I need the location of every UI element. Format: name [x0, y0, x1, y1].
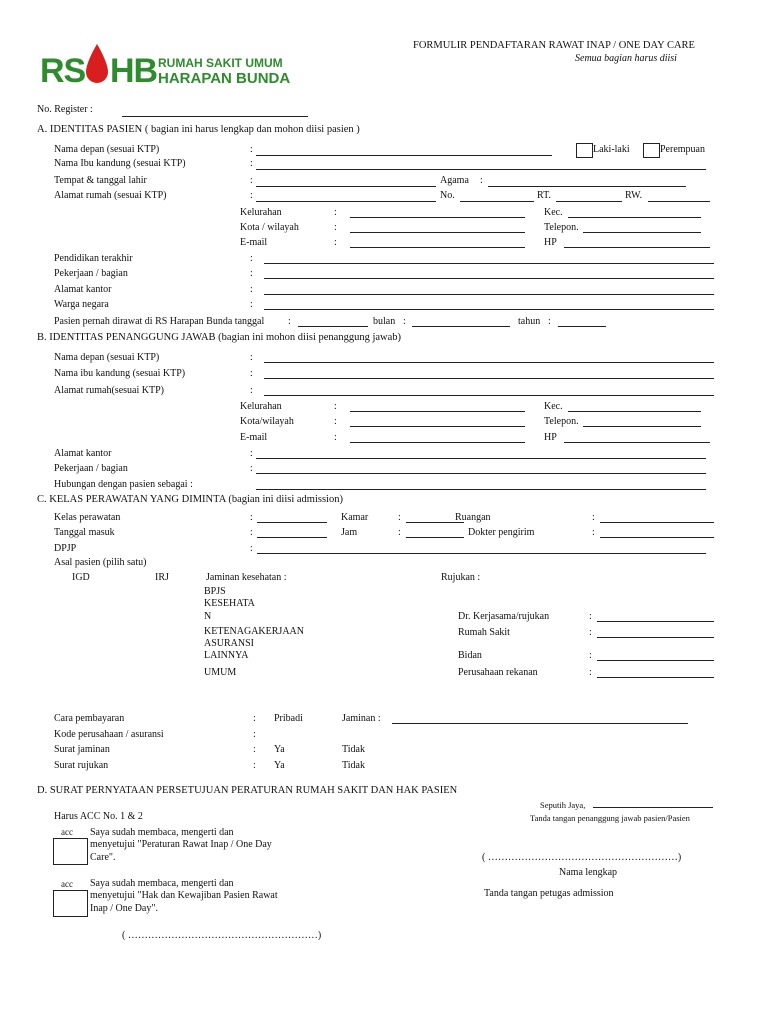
- label-dr-kerjasama: Dr. Kerjasama/rujukan: [458, 611, 550, 622]
- label-alamat: Alamat rumah (sesuai KTP): [54, 190, 167, 201]
- option-umum[interactable]: UMUM: [204, 667, 237, 678]
- colon: :: [334, 222, 337, 233]
- colon: :: [250, 190, 253, 201]
- signature-pj-field[interactable]: ( …………………………………………………): [482, 852, 682, 863]
- kelas-field[interactable]: [257, 522, 327, 523]
- perempuan-checkbox[interactable]: [643, 143, 660, 158]
- register-field[interactable]: [122, 116, 308, 117]
- label-surat-rujukan: Surat rujukan: [54, 760, 109, 771]
- acc-2-checkbox[interactable]: [53, 890, 88, 917]
- tanggal-masuk-field[interactable]: [257, 537, 327, 538]
- dokter-field[interactable]: [600, 537, 714, 538]
- logo-letters-left: RS: [40, 52, 86, 90]
- agama-field[interactable]: [488, 186, 686, 187]
- rumah-sakit-field[interactable]: [597, 637, 714, 638]
- label-kelas: Kelas perawatan: [54, 512, 121, 523]
- section-c-title: C. KELAS PERAWATAN YANG DIMINTA (bagian ini diisi admission): [37, 494, 343, 505]
- colon: :: [288, 316, 291, 327]
- pernah-tanggal-field[interactable]: [298, 326, 368, 327]
- colon: :: [589, 667, 592, 678]
- colon: :: [250, 368, 253, 379]
- option-ketenagakerjaan[interactable]: KETENAGAKERJAAN: [204, 626, 304, 637]
- dr-kerjasama-field[interactable]: [597, 621, 714, 622]
- colon: :: [592, 527, 595, 538]
- pj-kec-field[interactable]: [568, 411, 701, 412]
- label-pj-kec: Kec.: [544, 401, 563, 412]
- pekerjaan-field[interactable]: [264, 278, 714, 279]
- label-acc-2: acc: [61, 879, 73, 889]
- label-tanda-tangan-petugas: Tanda tangan petugas admission: [484, 888, 614, 899]
- label-rumah-sakit: Rumah Sakit: [458, 627, 510, 638]
- option-bpjs-kesehatan-line2: KESEHATA: [204, 598, 255, 609]
- section-d-title: D. SURAT PERNYATAAN PERSETUJUAN PERATURAN RUMAH SAKIT DAN HAK PASIEN: [37, 785, 458, 796]
- option-jaminan[interactable]: Jaminan :: [342, 713, 381, 724]
- label-rt: RT.: [537, 190, 551, 201]
- label-pj-kota: Kota/wilayah: [240, 416, 294, 427]
- option-bpjs-kesehatan[interactable]: BPJS: [204, 586, 226, 597]
- option-asuransi[interactable]: ASURANSI: [204, 638, 255, 649]
- label-pendidikan: Pendidikan terakhir: [54, 253, 133, 264]
- pj-pekerjaan-field[interactable]: [256, 473, 706, 474]
- pj-email-field[interactable]: [350, 442, 525, 443]
- label-perusahaan-rekanan: Perusahaan rekanan: [458, 667, 538, 678]
- form-subtitle: Semua bagian harus diisi: [575, 53, 677, 64]
- pj-nama-ibu-field[interactable]: [264, 378, 714, 379]
- label-pj-email: E-mail: [240, 432, 268, 443]
- jam-field[interactable]: [406, 537, 464, 538]
- hp-field[interactable]: [564, 247, 710, 248]
- perusahaan-field[interactable]: [597, 677, 714, 678]
- signature-petugas-field[interactable]: ( …………………………………………………): [122, 930, 322, 941]
- email-field[interactable]: [350, 247, 525, 248]
- label-alamat-kantor: Alamat kantor: [54, 284, 112, 295]
- label-kelurahan: Kelurahan: [240, 207, 282, 218]
- pj-alamat-field[interactable]: [264, 395, 714, 396]
- label-dokter: Dokter pengirim: [468, 527, 535, 538]
- tanggal-tanda-tangan-field[interactable]: [593, 807, 713, 808]
- colon: :: [589, 611, 592, 622]
- label-pj-telepon: Telepon.: [544, 416, 579, 427]
- perempuan-label: Perempuan: [660, 144, 705, 155]
- colon: :: [334, 207, 337, 218]
- label-pj-hp: HP: [544, 432, 557, 443]
- kec-field[interactable]: [568, 217, 701, 218]
- colon: :: [250, 352, 253, 363]
- colon: :: [548, 316, 551, 327]
- option-igd[interactable]: IGD: [72, 572, 90, 583]
- label-pj-kelurahan: Kelurahan: [240, 401, 282, 412]
- section-a-title: A. IDENTITAS PASIEN ( bagian ini harus lengkap dan mohon diisi pasien ): [37, 124, 360, 135]
- colon: :: [250, 284, 253, 295]
- pendidikan-field[interactable]: [264, 263, 714, 264]
- jaminan-field[interactable]: [392, 723, 688, 724]
- pj-hubungan-field[interactable]: [256, 489, 706, 490]
- label-pj-nama-depan: Nama depan (sesuai KTP): [54, 352, 160, 363]
- colon: :: [250, 158, 253, 169]
- label-telepon: Telepon.: [544, 222, 579, 233]
- telepon-field[interactable]: [583, 232, 701, 233]
- label-dpjp: DPJP: [54, 543, 77, 554]
- pj-telepon-field[interactable]: [583, 426, 701, 427]
- label-ruangan: Ruangan: [455, 512, 491, 523]
- colon: :: [592, 512, 595, 523]
- label-nama-lengkap: Nama lengkap: [559, 867, 618, 878]
- statement-2-line1: Saya sudah membaca, mengerti dan: [90, 878, 234, 889]
- logo-line1: RUMAH SAKIT UMUM: [158, 56, 283, 70]
- label-kamar: Kamar: [341, 512, 369, 523]
- label-pj-nama-ibu: Nama ibu kandung (sesuai KTP): [54, 368, 186, 379]
- label-tanda-tangan-pj: Tanda tangan penanggung jawab pasien/Pasien: [530, 813, 690, 823]
- colon: :: [253, 729, 256, 740]
- rw-field[interactable]: [648, 201, 710, 202]
- kota-field[interactable]: [350, 232, 525, 233]
- nama-depan-field[interactable]: [256, 155, 552, 156]
- warga-field[interactable]: [264, 309, 714, 310]
- pernah-tahun-field[interactable]: [558, 326, 606, 327]
- logo-line2: HARAPAN BUNDA: [158, 70, 291, 87]
- option-irj[interactable]: IRJ: [155, 572, 169, 583]
- colon: :: [334, 237, 337, 248]
- acc-1-checkbox[interactable]: [53, 838, 88, 865]
- label-kec: Kec.: [544, 207, 563, 218]
- label-pj-alamat: Alamat rumah(sesuai KTP): [54, 385, 164, 396]
- label-nama-depan: Nama depan (sesuai KTP): [54, 144, 160, 155]
- pj-nama-depan-field[interactable]: [264, 362, 714, 363]
- alamat-kantor-field[interactable]: [264, 294, 714, 295]
- colon: :: [334, 432, 337, 443]
- label-harus-acc: Harus ACC No. 1 & 2: [54, 811, 143, 822]
- pernah-bulan-field[interactable]: [412, 326, 510, 327]
- dpjp-field[interactable]: [257, 553, 706, 554]
- label-jam: Jam: [341, 527, 358, 538]
- ruangan-field[interactable]: [600, 522, 714, 523]
- surat-jaminan-tidak[interactable]: Tidak: [342, 744, 365, 755]
- option-pribadi[interactable]: Pribadi: [274, 713, 303, 724]
- label-warga: Warga negara: [54, 299, 109, 310]
- pj-hp-field[interactable]: [564, 442, 710, 443]
- label-surat-jaminan: Surat jaminan: [54, 744, 110, 755]
- colon: :: [250, 463, 253, 474]
- statement-2-line3: Inap / One Day".: [90, 903, 158, 914]
- tempat-lahir-field[interactable]: [256, 186, 436, 187]
- label-hp: HP: [544, 237, 557, 248]
- form-title: FORMULIR PENDAFTARAN RAWAT INAP / ONE DAY CARE: [413, 40, 695, 51]
- label-nama-ibu: Nama Ibu kandung (sesuai KTP): [54, 158, 186, 169]
- no-field[interactable]: [460, 201, 534, 202]
- statement-2-line2: menyetujui "Hak dan Kewajiban Pasien Rawat: [90, 890, 278, 901]
- label-seputih-jaya: Seputih Jaya,: [540, 800, 586, 810]
- colon: :: [250, 253, 253, 264]
- option-lainnya[interactable]: LAINNYA: [204, 650, 249, 661]
- colon: :: [253, 744, 256, 755]
- colon: :: [250, 175, 253, 186]
- alamat-field[interactable]: [256, 201, 436, 202]
- label-rw: RW.: [625, 190, 643, 201]
- option-bpjs-kesehatan-line3: N: [204, 611, 212, 622]
- colon: :: [250, 144, 253, 155]
- label-pj-pekerjaan: Pekerjaan / bagian: [54, 463, 128, 474]
- surat-jaminan-ya[interactable]: Ya: [274, 744, 285, 755]
- logo-letters-right: HB: [110, 52, 158, 90]
- colon: :: [253, 713, 256, 724]
- colon: :: [250, 512, 253, 523]
- label-pekerjaan: Pekerjaan / bagian: [54, 268, 128, 279]
- nama-ibu-field[interactable]: [256, 169, 706, 170]
- colon: :: [250, 385, 253, 396]
- label-tempat-lahir: Tempat & tanggal lahir: [54, 175, 147, 186]
- colon: :: [334, 416, 337, 427]
- statement-1-line1: Saya sudah membaca, mengerti dan: [90, 827, 234, 838]
- label-kode-perusahaan: Kode perusahaan / asuransi: [54, 729, 164, 740]
- label-pernah-dirawat: Pasien pernah dirawat di RS Harapan Bunda tanggal: [54, 316, 265, 327]
- label-pj-hubungan: Hubungan dengan pasien sebagai :: [54, 479, 193, 490]
- label-email: E-mail: [240, 237, 268, 248]
- pj-kota-field[interactable]: [350, 426, 525, 427]
- register-label: No. Register :: [37, 104, 93, 115]
- pj-alamat-kantor-field[interactable]: [256, 458, 706, 459]
- label-acc-1: acc: [61, 827, 73, 837]
- statement-1-line3: Care".: [90, 852, 116, 863]
- blood-drop-icon: [84, 42, 110, 88]
- colon: :: [589, 627, 592, 638]
- colon: :: [480, 175, 483, 186]
- bidan-field[interactable]: [597, 660, 714, 661]
- surat-rujukan-tidak[interactable]: Tidak: [342, 760, 365, 771]
- colon: :: [589, 650, 592, 661]
- colon: :: [253, 760, 256, 771]
- colon: :: [250, 527, 253, 538]
- section-b-title: B. IDENTITAS PENANGGUNG JAWAB (bagian ini mohon diisi penanggung jawab): [37, 332, 402, 343]
- colon: :: [250, 448, 253, 459]
- label-rujukan: Rujukan :: [441, 572, 481, 583]
- label-cara-pembayaran: Cara pembayaran: [54, 713, 125, 724]
- pj-kelurahan-field[interactable]: [350, 411, 525, 412]
- colon: :: [398, 512, 401, 523]
- label-bulan: bulan: [373, 316, 396, 327]
- label-bidan: Bidan: [458, 650, 482, 661]
- colon: :: [250, 299, 253, 310]
- label-tahun: tahun: [518, 316, 541, 327]
- rt-field[interactable]: [556, 201, 622, 202]
- label-jaminan-kesehatan: Jaminan kesehatan :: [206, 572, 287, 583]
- colon: :: [398, 527, 401, 538]
- label-asal-pasien: Asal pasien (pilih satu): [54, 557, 147, 568]
- label-agama: Agama: [440, 175, 469, 186]
- label-pj-alamat-kantor: Alamat kantor: [54, 448, 112, 459]
- label-tanggal-masuk: Tanggal masuk: [54, 527, 115, 538]
- label-no: No.: [440, 190, 455, 201]
- statement-1-line2: menyetujui "Peraturan Rawat Inap / One Day: [90, 839, 272, 850]
- colon: :: [250, 543, 253, 554]
- surat-rujukan-ya[interactable]: Ya: [274, 760, 285, 771]
- kelurahan-field[interactable]: [350, 217, 525, 218]
- laki-laki-label: Laki-laki: [593, 144, 630, 155]
- colon: :: [334, 401, 337, 412]
- colon: :: [403, 316, 406, 327]
- label-kota: Kota / wilayah: [240, 222, 299, 233]
- colon: :: [250, 268, 253, 279]
- laki-laki-checkbox[interactable]: [576, 143, 593, 158]
